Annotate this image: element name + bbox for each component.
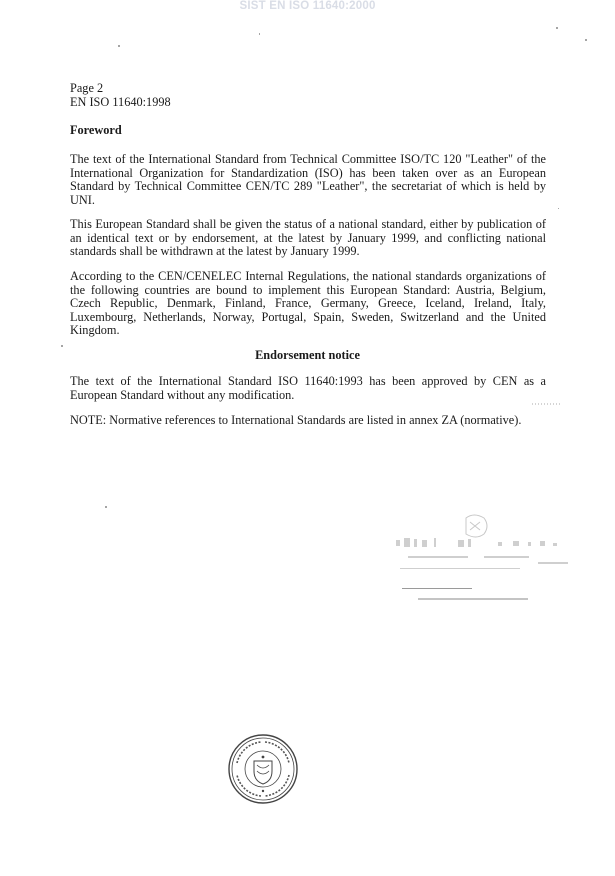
- foreword-paragraph-3: According to the CEN/CENELEC Internal Regulations, the national standards organizations of the following countries are bound to implement this European Standard: Austria, Belgium, Czech Republic, Denmark, Finland, France, Germany, Greece, Iceland, Ireland, Italy, Luxembourg, Netherlands, Norway, Portugal, Spain, Sweden, Switzerland and the United Kingdom.: [70, 269, 546, 338]
- standard-reference: EN ISO 11640:1998: [70, 95, 171, 109]
- scan-speck: [118, 45, 120, 47]
- foreword-heading: Foreword: [70, 123, 122, 137]
- page-number: Page 2: [70, 81, 104, 95]
- faint-stamp-smudge: [388, 510, 578, 615]
- foreword-paragraph-2: This European Standard shall be given the status of a national standard, either by publication of an identical text or by endorsement, at the latest by January 1999, and conflicting national standards shall be withdrawn at the latest by January 1999.: [70, 217, 546, 259]
- scan-speck: [585, 39, 587, 41]
- scan-speck: [61, 345, 63, 347]
- scan-dotted-line: [532, 402, 564, 406]
- scan-speck: [259, 33, 260, 35]
- normative-note: NOTE: Normative references to International Standards are listed in annex ZA (normative).: [70, 413, 522, 427]
- endorsement-paragraph: The text of the International Standard ISO 11640:1993 has been approved by CEN as a European Standard without any modification.: [70, 374, 546, 402]
- scan-speck: [558, 208, 559, 209]
- scan-speck: [105, 506, 107, 508]
- page-header: [70, 81, 171, 109]
- foreword-paragraph-1: The text of the International Standard from Technical Committee ISO/TC 120 "Leather" of the International Organization for Standardization (ISO) has been taken over as an European Standard by Technical Committee CEN/TC 289 "Leather", the secretariat of which is held by UNI.: [70, 152, 546, 207]
- scan-speck: [556, 27, 558, 29]
- document-watermark: SIST EN ISO 11640:2000: [239, 0, 376, 12]
- endorsement-heading: Endorsement notice: [255, 348, 360, 362]
- official-circular-seal: [227, 733, 299, 805]
